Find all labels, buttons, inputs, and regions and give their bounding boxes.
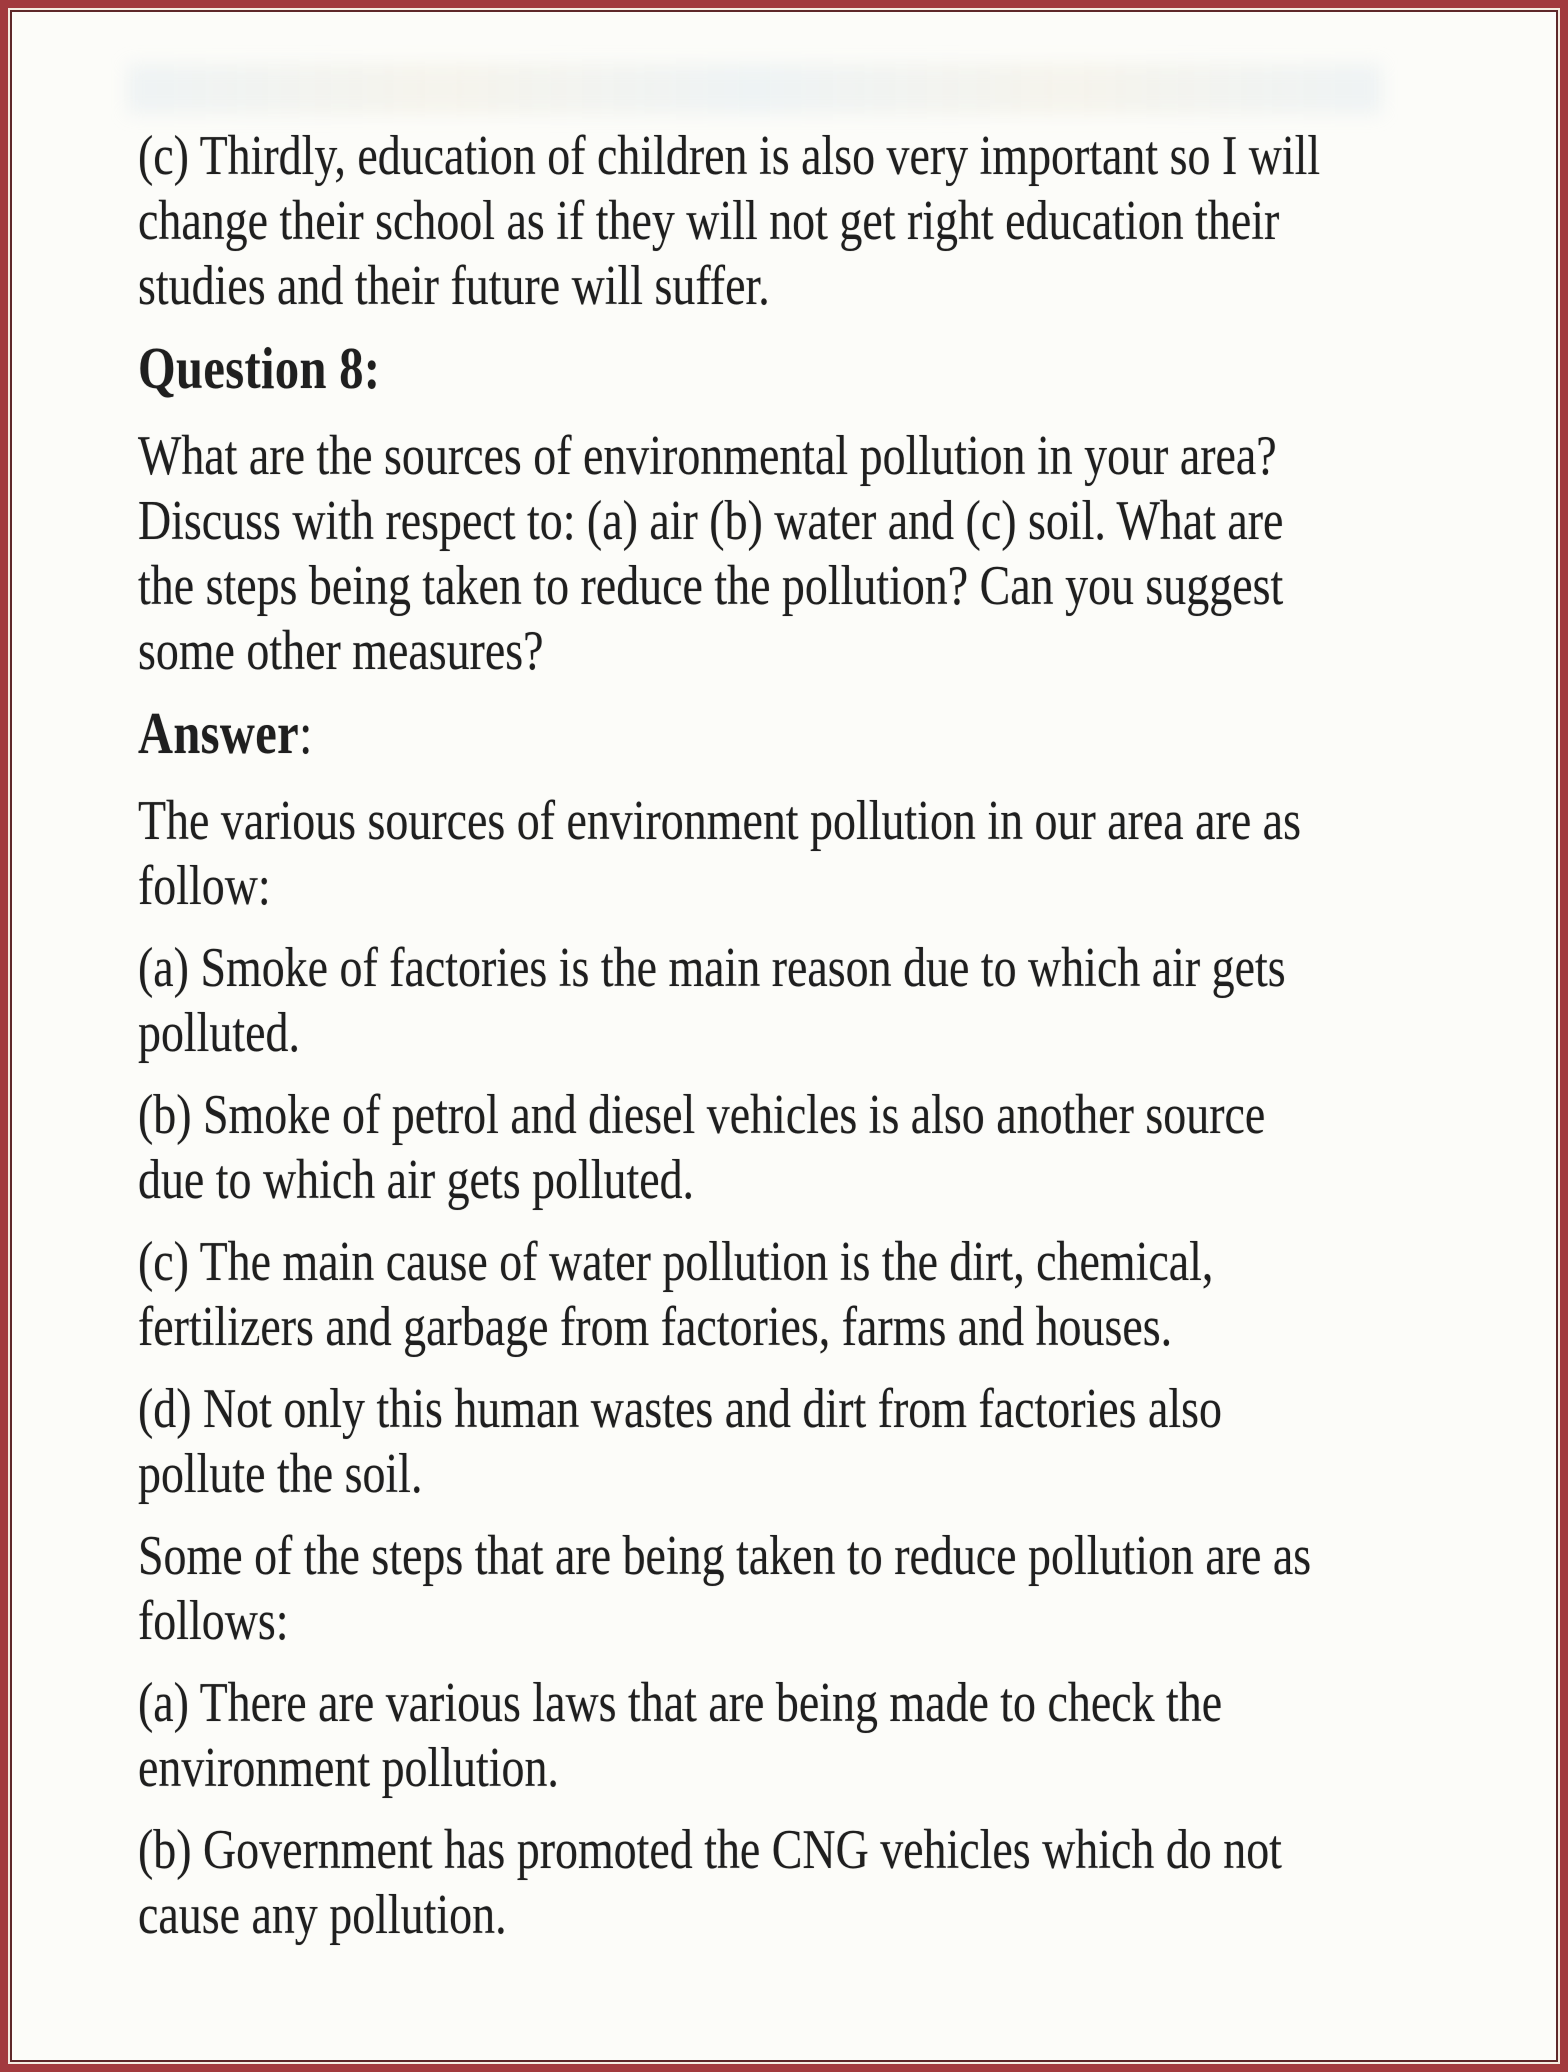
- source-point-a: [138, 936, 1556, 1066]
- steps-intro: [138, 1524, 1556, 1654]
- text-line: Discuss with respect to: (a) air (b) water and (c) soil. What are: [138, 490, 1284, 552]
- question-8-heading: [138, 336, 1556, 401]
- text-line: studies and their future will suffer.: [138, 255, 770, 317]
- source-point-c: [138, 1230, 1556, 1360]
- text-line: some other measures?: [138, 620, 544, 682]
- text-line: the steps being taken to reduce the pollution? Can you suggest: [138, 555, 1284, 617]
- scan-artifact-bleedthrough: [127, 64, 1382, 114]
- document-body: [138, 124, 1556, 1948]
- document-page: [12, 12, 1556, 2060]
- answer-heading: [138, 701, 1556, 766]
- text-line: (d) Not only this human wastes and dirt from factories also: [138, 1378, 1222, 1440]
- text-line: due to which air gets polluted.: [138, 1149, 695, 1211]
- text-line: change their school as if they will not get right education their: [138, 190, 1280, 252]
- text-line: follow:: [138, 855, 271, 917]
- text-line: (b) Government has promoted the CNG vehicles which do not: [138, 1819, 1282, 1881]
- text-line: environment pollution.: [138, 1737, 559, 1799]
- paragraph-point-c-thirdly: [138, 124, 1556, 319]
- text-line: What are the sources of environmental pollution in your area?: [138, 425, 1277, 487]
- text-line: (c) Thirdly, education of children is also very important so I will: [138, 125, 1321, 187]
- text-line: (b) Smoke of petrol and diesel vehicles is also another source: [138, 1084, 1266, 1146]
- text-line: pollute the soil.: [138, 1443, 423, 1505]
- text-line: polluted.: [138, 1002, 300, 1064]
- step-point-a: [138, 1671, 1556, 1801]
- source-point-b: [138, 1083, 1556, 1213]
- text-line: follows:: [138, 1590, 289, 1652]
- text-line: (a) Smoke of factories is the main reason due to which air gets: [138, 937, 1286, 999]
- answer-intro: [138, 789, 1556, 919]
- heading-bold-text: Question 8:: [138, 335, 381, 401]
- text-line: fertilizers and garbage from factories, farms and houses.: [138, 1296, 1173, 1358]
- source-point-d: [138, 1377, 1556, 1507]
- text-line: The various sources of environment pollution in our area are as: [138, 790, 1301, 852]
- step-point-b: [138, 1818, 1556, 1948]
- heading-suffix: :: [299, 700, 313, 766]
- heading-bold-text: Answer: [138, 700, 300, 766]
- text-line: Some of the steps that are being taken to reduce pollution are as: [138, 1525, 1312, 1587]
- text-line: (a) There are various laws that are being made to check the: [138, 1672, 1223, 1734]
- question-8-text: [138, 424, 1556, 684]
- text-line: (c) The main cause of water pollution is the dirt, chemical,: [138, 1231, 1214, 1293]
- text-line: cause any pollution.: [138, 1884, 507, 1946]
